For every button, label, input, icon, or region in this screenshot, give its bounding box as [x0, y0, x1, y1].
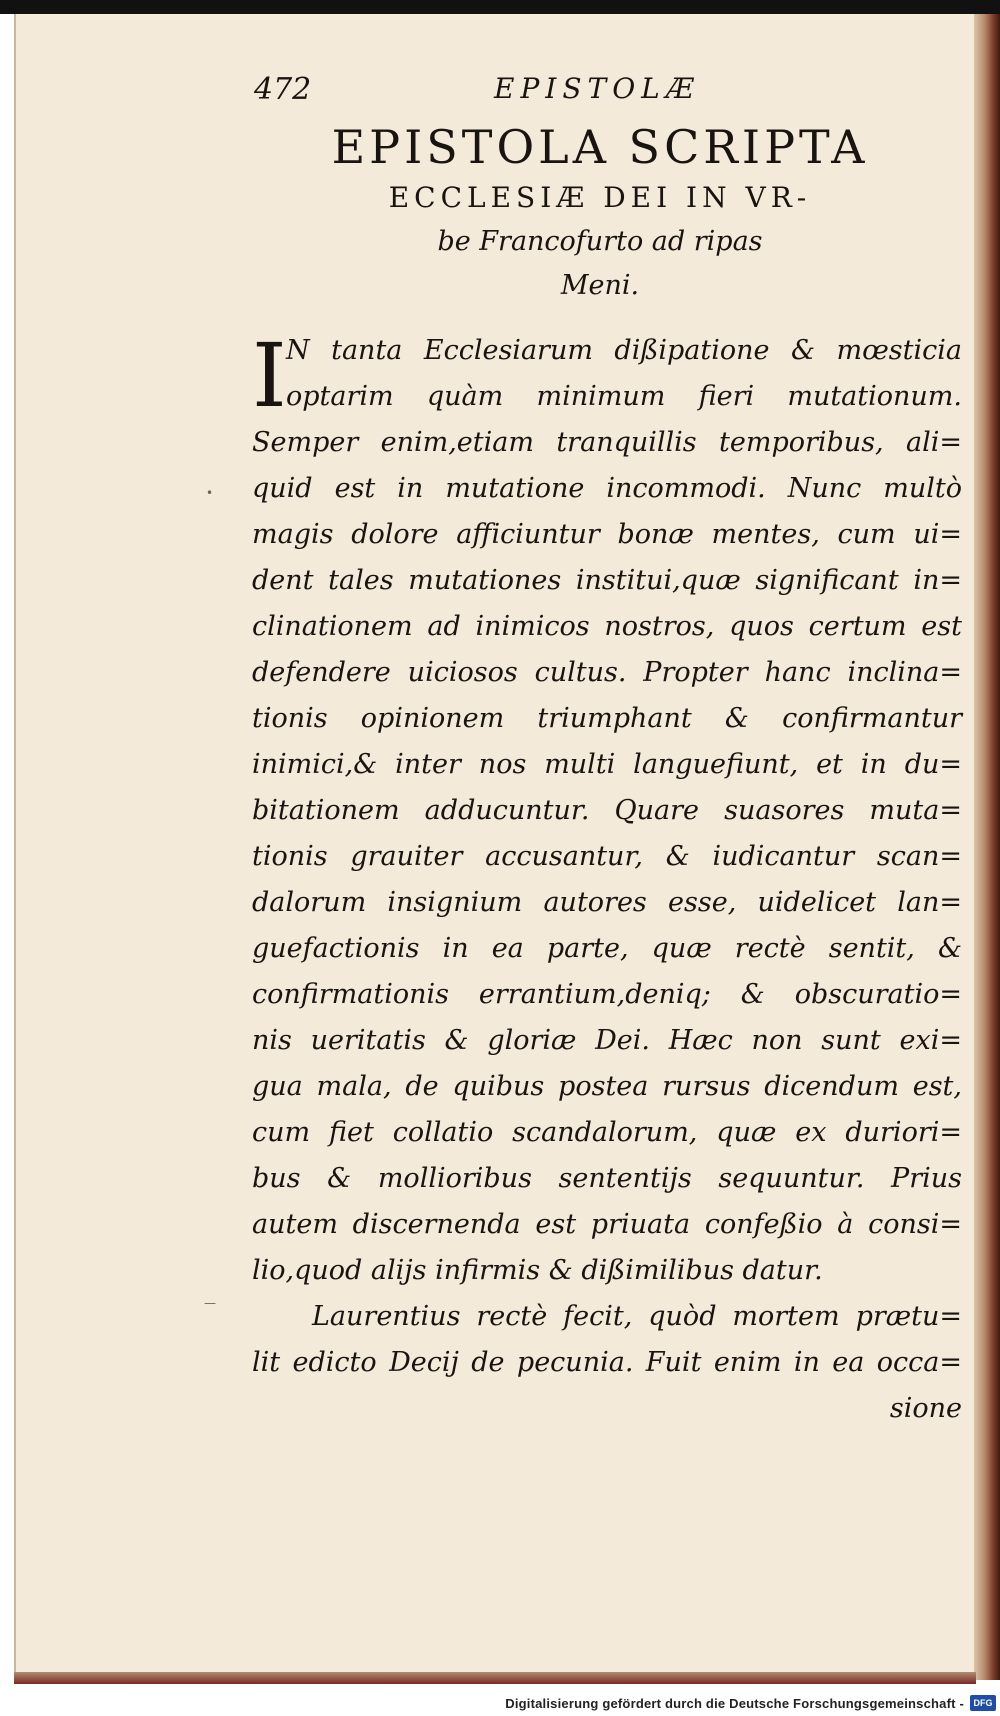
- text-line: bitationem adducuntur. Quare suasores muta=: [252, 795, 962, 826]
- text-line: dalorum insignium autores esse, uidelicet lan=: [252, 887, 962, 918]
- text-line: defendere uiciosos cultus. Propter hanc inclina=: [252, 657, 962, 688]
- page-number: 472: [254, 72, 312, 107]
- text-line: inimici,& inter nos multi languefiunt, et in du=: [252, 749, 962, 780]
- running-head: [254, 72, 874, 112]
- margin-dash: —: [204, 1296, 216, 1310]
- text-line: bus & mollioribus sententijs sequuntur. Prius: [252, 1163, 962, 1194]
- text-line: tionis opinionem triumphant & confirmantur: [252, 703, 962, 734]
- text-line: N tanta Ecclesiarum dißipatione & mœsticia: [286, 335, 962, 366]
- letter-title: [240, 118, 960, 308]
- credit-bar: [0, 1692, 1000, 1716]
- text-line: tionis grauiter accusantur, & iudicantur scan=: [252, 841, 962, 872]
- text-line: dent tales mutationes institui,quæ significant in=: [252, 565, 962, 596]
- title-line-4: Meni.: [560, 270, 640, 301]
- text-line: Semper enim,etiam tranquillis temporibus, ali=: [252, 427, 962, 458]
- text-line: clinationem ad inimicos nostros, quos certum est: [252, 611, 962, 642]
- text-line: cum fiet collatio scandalorum, quæ ex duriori=: [252, 1117, 962, 1148]
- text-line: gua mala, de quibus postea rursus dicendum est,: [252, 1071, 962, 1102]
- text-line: optarim quàm minimum fieri mutationum.: [286, 381, 962, 412]
- drop-cap: I: [252, 324, 287, 427]
- top-black-bar: [0, 0, 1000, 14]
- page-bottom-edge: [14, 1672, 976, 1684]
- text-line: confirmationis errantium,deniq; & obscuratio=: [252, 979, 962, 1010]
- catchword: sione: [889, 1393, 962, 1424]
- dfg-logo: DFG: [970, 1695, 996, 1711]
- text-line: lit edicto Decij de pecunia. Fuit enim in ea occa=: [252, 1347, 962, 1378]
- first-paragraph-opening: [252, 324, 962, 427]
- text-line: quid est in mutatione incommodi. Nunc multò: [252, 473, 962, 504]
- title-line-1: EPISTOLA SCRIPTA: [331, 120, 869, 174]
- running-title: EPISTOLÆ: [494, 72, 700, 105]
- page-edge: [974, 14, 1000, 1680]
- letter-body: [252, 324, 962, 1432]
- title-line-2: ECCLESIÆ DEI IN VR-: [388, 181, 812, 214]
- text-line: nis ueritatis & gloriæ Dei. Hæc non sunt exi=: [252, 1025, 962, 1056]
- text-line: guefactionis in ea parte, quæ rectè sentit, &: [252, 933, 962, 964]
- funding-credit: Digitalisierung gefördert durch die Deutsche Forschungsgemeinschaft -: [505, 1696, 964, 1711]
- text-line: autem discernenda est priuata confeßio à consi=: [252, 1209, 962, 1240]
- text-line: magis dolore afficiuntur bonæ mentes, cum ui=: [252, 519, 962, 550]
- margin-dot: •: [206, 486, 214, 500]
- title-line-3: be Francofurto ad ripas: [437, 226, 763, 257]
- text-line: Laurentius rectè fecit, quòd mortem prætu=: [312, 1301, 962, 1332]
- text-line: lio,quod alijs infirmis & dißimilibus datur.: [252, 1255, 823, 1286]
